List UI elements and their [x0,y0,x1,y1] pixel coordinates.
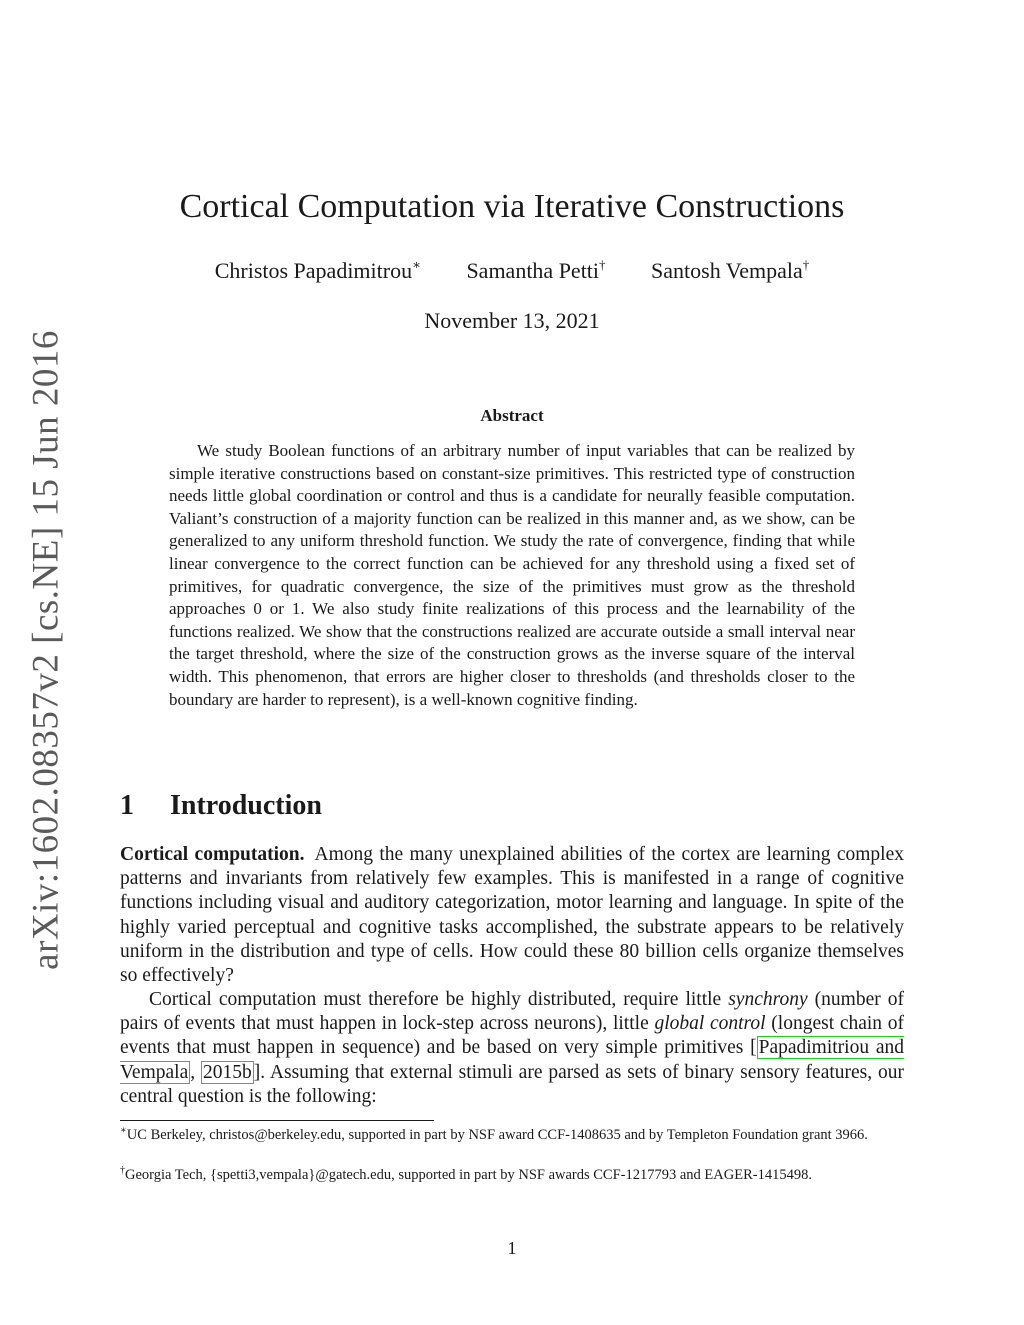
intro-paragraph-2 [120,988,904,1109]
author-list [0,258,1024,284]
paragraph-text: Among the many unexplained abilities of the cortex are learning complex patterns and invariants from relatively few examples. This is manifested in a range of cognitive functions including visual and auditory categorization, motor learning and language. In spite of the highly varied perceptual and cognitive tasks accomplished, the substrate appears to be relatively uniform in the distribution and type of cells. How could these 80 billion cells organize themselves so effectively? [120,844,905,987]
paragraph-text: . Assuming that external stimuli are parsed as sets of binary sensory features, our central question is the following: [120,1061,905,1107]
paragraph-text: (number of pairs of events that must happen in lock-step across neurons), little [120,989,904,1035]
footnote-1 [120,1125,904,1145]
author-vempala [651,258,809,284]
paper-date: November 13, 2021 [424,308,600,333]
paragraph-text: Cortical computation must therefore be highly distributed, require little [149,989,729,1010]
footnote-2 [120,1165,904,1185]
author-name: Samantha Petti [466,258,600,283]
footnote-mark: † [120,1165,125,1176]
author-petti [466,258,605,284]
author-name: Christos Papadimitrou [214,258,413,283]
abstract-text: We study Boolean functions of an arbitrary number of input variables that can be realized by simple iterative constructions based on constant-size primitives. This restricted type of construction needs little global coordination or control and thus is a candidate for neurally feasible computation. Valiant’s construction of a majority function can be realized in this manner and, as we show, can be generalized to any uniform threshold function. We study the rate of convergence, finding that while linear convergence to the correct function can be achieved for any threshold using a fixed set of primitives, for quadratic convergence, the size of the primitives must grow as the threshold approaches 0 or 1. We also study finite realizations of this process and the learnability of the functions realized. We show that the constructions realized are accurate outside a small interval near the target threshold, where the size of the construction grows as the inverse square of the interval width. This phenomenon, that errors are higher closer to thresholds (and thresholds closer to the boundary are harder to represent), is a well-known cognitive finding. [169,441,855,709]
author-papadimitrou [215,258,421,284]
abstract-heading: Abstract [480,406,544,425]
arxiv-identifier-stamp: arXiv:1602.08357v2 [cs.NE] 15 Jun 2016 [25,330,67,970]
paper-title: Cortical Computation via Iterative Constructions [179,188,845,225]
emphasis-synchrony: synchrony [728,989,808,1010]
page-number: 1 [507,1238,517,1258]
footnote-text: Georgia Tech, {spetti3,vempala}@gatech.edu, supported in part by NSF awards CCF-1217793 and EAGER-1415498. [125,1167,812,1183]
citation-close-bracket: ] [253,1061,261,1083]
footnote-rule [120,1120,434,1121]
intro-paragraph-1 [120,843,904,988]
footnote-mark: ∗ [120,1125,127,1136]
paragraph-text: (longest chain of events that must happen in sequence) and be based on very simple primitives [120,1013,905,1059]
author-name: Santosh Vempala [651,258,803,283]
citation-link-authors[interactable]: Papadimitriou and Vempala [120,1037,904,1083]
citation-open-bracket: [ [750,1037,757,1059]
emphasis-global-control: global control [654,1013,766,1035]
citation-separator: , [190,1061,201,1083]
affiliation-mark: † [599,257,606,272]
section-number: 1 [120,790,134,821]
section-title: Introduction [170,790,322,821]
affiliation-mark: ∗ [412,257,421,272]
section-heading-introduction [120,790,322,822]
paragraph-runin-heading: Cortical computation. [120,844,305,865]
affiliation-mark: † [802,257,810,272]
citation-link-year[interactable]: 2015b [202,1061,252,1083]
footnote-text: UC Berkeley, christos@berkeley.edu, supported in part by NSF award CCF-1408635 and by Templeton Foundation grant 3966. [126,1127,868,1143]
